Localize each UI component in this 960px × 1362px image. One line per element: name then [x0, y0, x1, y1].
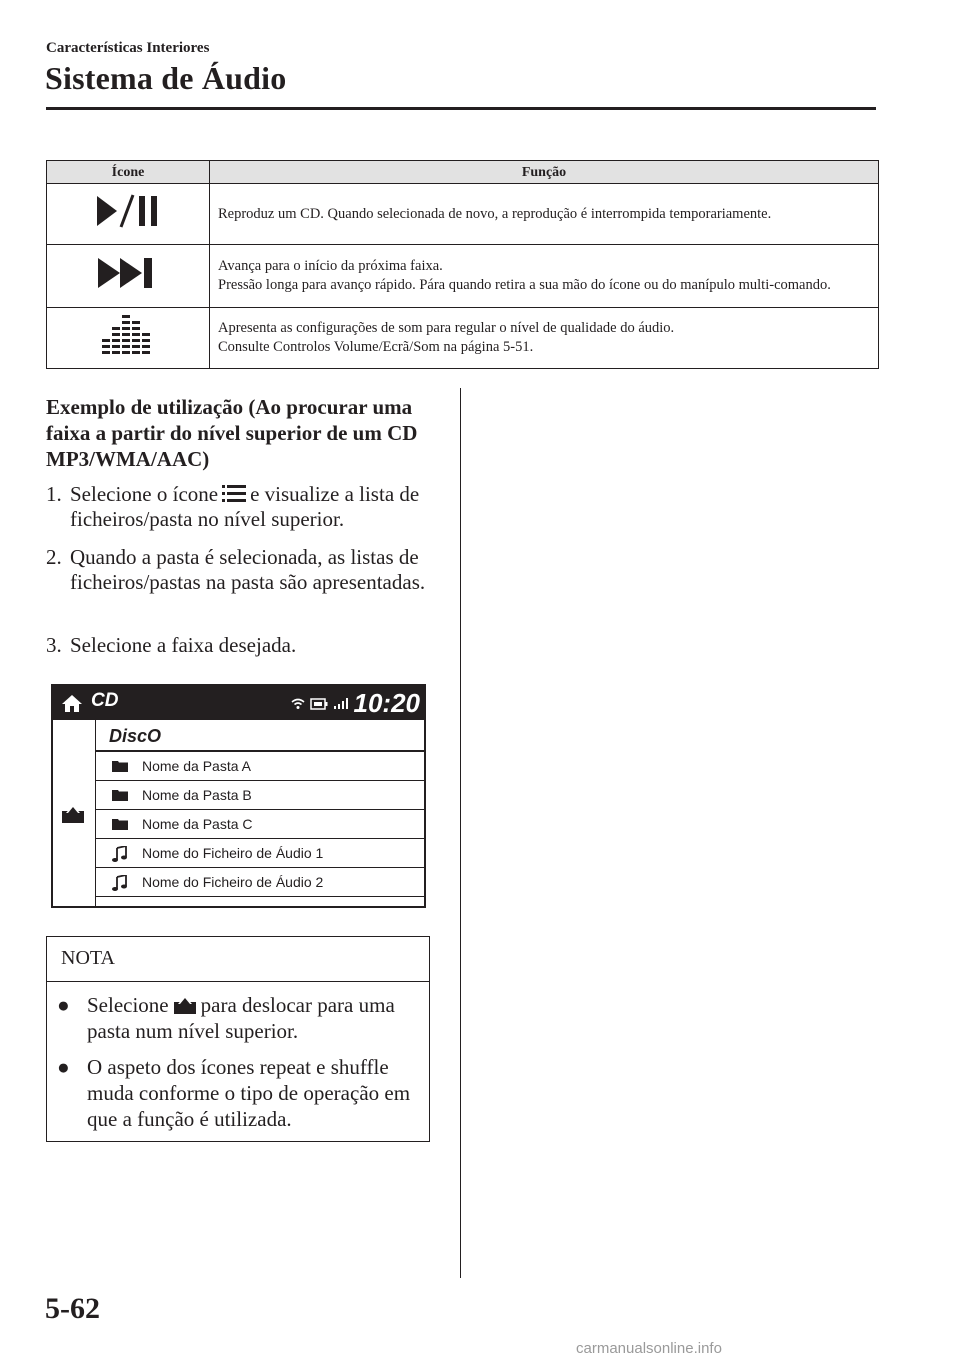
equalizer-icon: [100, 313, 156, 357]
folder-up-icon[interactable]: [61, 804, 85, 824]
folder-icon: [112, 759, 128, 772]
folder-icon: [112, 788, 128, 801]
screen-time: 10:20: [353, 688, 420, 718]
screen-status-bar: [53, 686, 424, 720]
note-title: NOTA: [61, 947, 115, 969]
function-table: [46, 160, 879, 369]
music-note-icon: [112, 875, 128, 891]
music-note-icon: [112, 846, 128, 862]
folder-up-icon: [173, 995, 197, 1015]
note-item: [57, 992, 417, 1044]
section-label: Características Interiores: [46, 40, 210, 56]
skip-next-icon: [96, 255, 160, 291]
step-text-post: e visualize a lista de ficheiros/pasta no nível superior.: [70, 482, 420, 531]
function-text: [210, 245, 879, 308]
function-line: Consulte Controlos Volume/Ecrã/Som na página 5-51.: [218, 339, 534, 355]
list-item-empty: [96, 896, 424, 907]
step-text-pre: Selecione o ícone: [70, 482, 219, 506]
column-divider: [460, 388, 461, 1278]
example-heading: Exemplo de utilização (Ao procurar uma faixa a partir do nível superior de um CD MP3/WMA/AAC): [46, 395, 418, 471]
page-title: Sistema de Áudio: [45, 60, 287, 96]
list-icon: [222, 484, 246, 504]
function-line: Pressão longa para avanço rápido. Pára quando retira a sua mão do ícone ou do manípulo multi-comando.: [218, 277, 831, 293]
note-item: [57, 1054, 417, 1132]
icon-cell: [47, 184, 210, 245]
function-line: Apresenta as configurações de som para regular o nível de qualidade do áudio.: [218, 320, 675, 336]
note-text-post: para deslocar para uma pasta num nível superior.: [87, 993, 395, 1043]
step-3: [46, 633, 441, 658]
title-rule: [46, 107, 876, 110]
function-line: Avança para o início da próxima faixa.: [218, 258, 443, 274]
icon-cell: [47, 245, 210, 308]
folder-icon: [112, 817, 128, 830]
screen-left-column: [53, 720, 96, 906]
list-item-label: Nome da Pasta B: [142, 787, 252, 803]
bullet: ●: [57, 993, 70, 1017]
list-item-label: Nome do Ficheiro de Áudio 2: [142, 874, 324, 890]
list-item[interactable]: [96, 838, 424, 867]
note-text: [87, 992, 417, 1044]
watermark: carmanualsonline.info: [576, 1340, 722, 1357]
screen-source: CD: [91, 690, 119, 711]
page-number: 5-62: [45, 1292, 100, 1325]
list-item[interactable]: [96, 751, 424, 780]
step-2: [46, 545, 441, 595]
signal-icon: [333, 698, 349, 710]
list-item[interactable]: [96, 809, 424, 838]
list-item-label: Nome da Pasta C: [142, 816, 253, 832]
header-function: Função: [210, 161, 879, 184]
play-pause-icon: [95, 193, 161, 229]
table-row: [47, 245, 879, 308]
table-header-row: [47, 161, 879, 184]
table-row: [47, 308, 879, 369]
step-number: 3.: [46, 633, 62, 657]
step-text: Quando a pasta é selecionada, as listas de ficheiros/pastas na pasta são apresentadas.: [70, 545, 426, 594]
header-icon: Ícone: [47, 161, 210, 184]
list-item[interactable]: [96, 780, 424, 809]
screen-disc-title: DiscO: [109, 726, 162, 746]
function-text: [210, 308, 879, 369]
bullet: ●: [57, 1055, 70, 1079]
note-text: O aspeto dos ícones repeat e shuffle muda conforme o tipo de operação em que a função é utilizada.: [87, 1055, 411, 1131]
step-text: Selecione a faixa desejada.: [70, 633, 297, 657]
note-rule: [47, 981, 429, 982]
step-number: 1.: [46, 482, 62, 506]
icon-cell: [47, 308, 210, 369]
table-row: [47, 184, 879, 245]
step-1: [46, 482, 441, 532]
list-item-label: Nome da Pasta A: [142, 758, 251, 774]
step-number: 2.: [46, 545, 62, 569]
list-item-label: Nome do Ficheiro de Áudio 1: [142, 845, 324, 861]
cd-screen-mockup: [51, 684, 426, 908]
note-box: [46, 936, 430, 1142]
list-item[interactable]: [96, 867, 424, 896]
step-text: [70, 482, 441, 532]
battery-icon: [310, 698, 328, 710]
wifi-icon: [291, 698, 305, 710]
function-text: Reproduz um CD. Quando selecionada de novo, a reprodução é interrompida temporariamente.: [210, 184, 879, 245]
note-text-pre: Selecione: [87, 993, 169, 1017]
home-icon[interactable]: [61, 694, 83, 713]
